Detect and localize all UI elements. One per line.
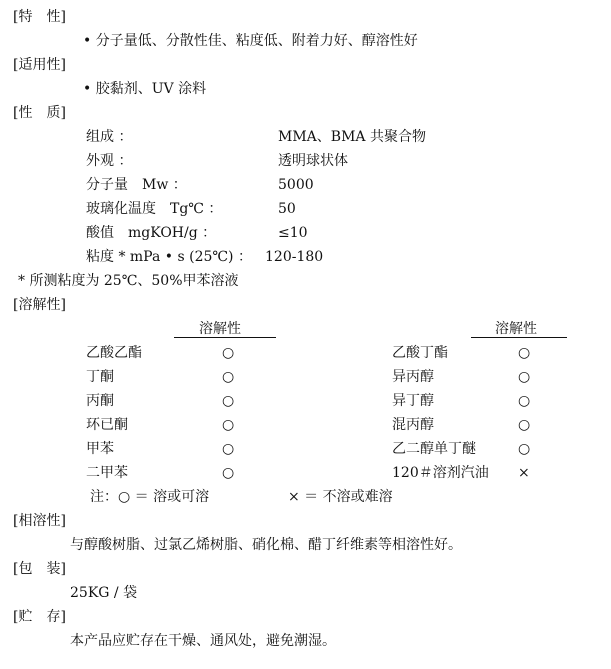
solubility-mark: ○ <box>222 441 235 457</box>
solubility-mark: ○ <box>518 393 531 409</box>
solvent-name: 乙二醇单丁醚 <box>392 441 476 457</box>
solvent-name: 丙酮 <box>86 393 114 409</box>
solubility-mark: ○ <box>222 345 235 361</box>
property-value: 透明球状体 <box>278 153 348 169</box>
storage-title: [贮 存] <box>13 609 66 625</box>
property-label: 粘度 * mPa • s (25℃) ： <box>86 249 252 265</box>
solvent-name: 丁酮 <box>86 369 114 385</box>
storage-text: 本产品应贮存在干燥、通风处，避免潮湿。 <box>70 633 336 649</box>
solubility-mark: ○ <box>518 441 531 457</box>
solubility-mark: ○ <box>518 417 531 433</box>
property-value: 5000 <box>278 177 314 193</box>
applications-title: [适用性] <box>13 57 66 73</box>
solvent-name: 混丙醇 <box>392 417 434 433</box>
solubility-mark: ○ <box>222 393 235 409</box>
compatibility-title: [相溶性] <box>13 513 66 529</box>
solvent-name: 甲苯 <box>86 441 114 457</box>
property-label: 分子量 Mw ： <box>86 177 187 193</box>
header-underline-left <box>174 337 276 338</box>
solubility-mark: × <box>518 465 530 481</box>
solubility-mark: ○ <box>518 369 531 385</box>
property-value: 50 <box>278 201 296 217</box>
solubility-mark: ○ <box>222 369 235 385</box>
property-label: 玻璃化温度 Tg℃ ： <box>86 201 223 217</box>
property-value: ≤10 <box>278 225 308 241</box>
solvent-name: 异丁醇 <box>392 393 434 409</box>
property-label: 酸值 mgKOH/g ： <box>86 225 217 241</box>
viscosity-note: * 所测粘度为 25℃、50%甲苯溶液 <box>18 273 239 289</box>
packaging-text: 25KG / 袋 <box>70 585 138 601</box>
solvent-name: 120＃溶剂汽油 <box>392 465 489 481</box>
property-label: 外观 ： <box>86 153 133 169</box>
solubility-header-left: 溶解性 <box>199 321 241 337</box>
legend-soluble: 注：○ ＝ 溶或可溶 <box>90 489 210 505</box>
features-title: [特 性] <box>13 9 66 25</box>
header-underline-right <box>471 337 567 338</box>
compatibility-text: 与醇酸树脂、过氯乙烯树脂、硝化棉、醋丁纤维素等相溶性好。 <box>70 537 462 553</box>
solvent-name: 二甲苯 <box>86 465 128 481</box>
solubility-header-right: 溶解性 <box>495 321 537 337</box>
solvent-name: 乙酸乙酯 <box>86 345 142 361</box>
property-value: MMA、BMA 共聚合物 <box>278 129 426 145</box>
solubility-title: [溶解性] <box>13 297 66 313</box>
solvent-name: 环已酮 <box>86 417 128 433</box>
solubility-mark: ○ <box>222 417 235 433</box>
solvent-name: 乙酸丁酯 <box>392 345 448 361</box>
property-value: 120-180 <box>265 249 324 265</box>
property-label: 组成 ： <box>86 129 133 145</box>
solubility-mark: ○ <box>518 345 531 361</box>
legend-insoluble: × ＝ 不溶或难溶 <box>288 489 393 505</box>
features-text: • 分子量低、分散性佳、粘度低、附着力好、醇溶性好 <box>83 33 418 49</box>
solvent-name: 异丙醇 <box>392 369 434 385</box>
solubility-mark: ○ <box>222 465 235 481</box>
applications-text: • 胶黏剂、UV 涂料 <box>83 81 207 97</box>
packaging-title: [包 装] <box>13 561 66 577</box>
properties-title: [性 质] <box>13 105 66 121</box>
